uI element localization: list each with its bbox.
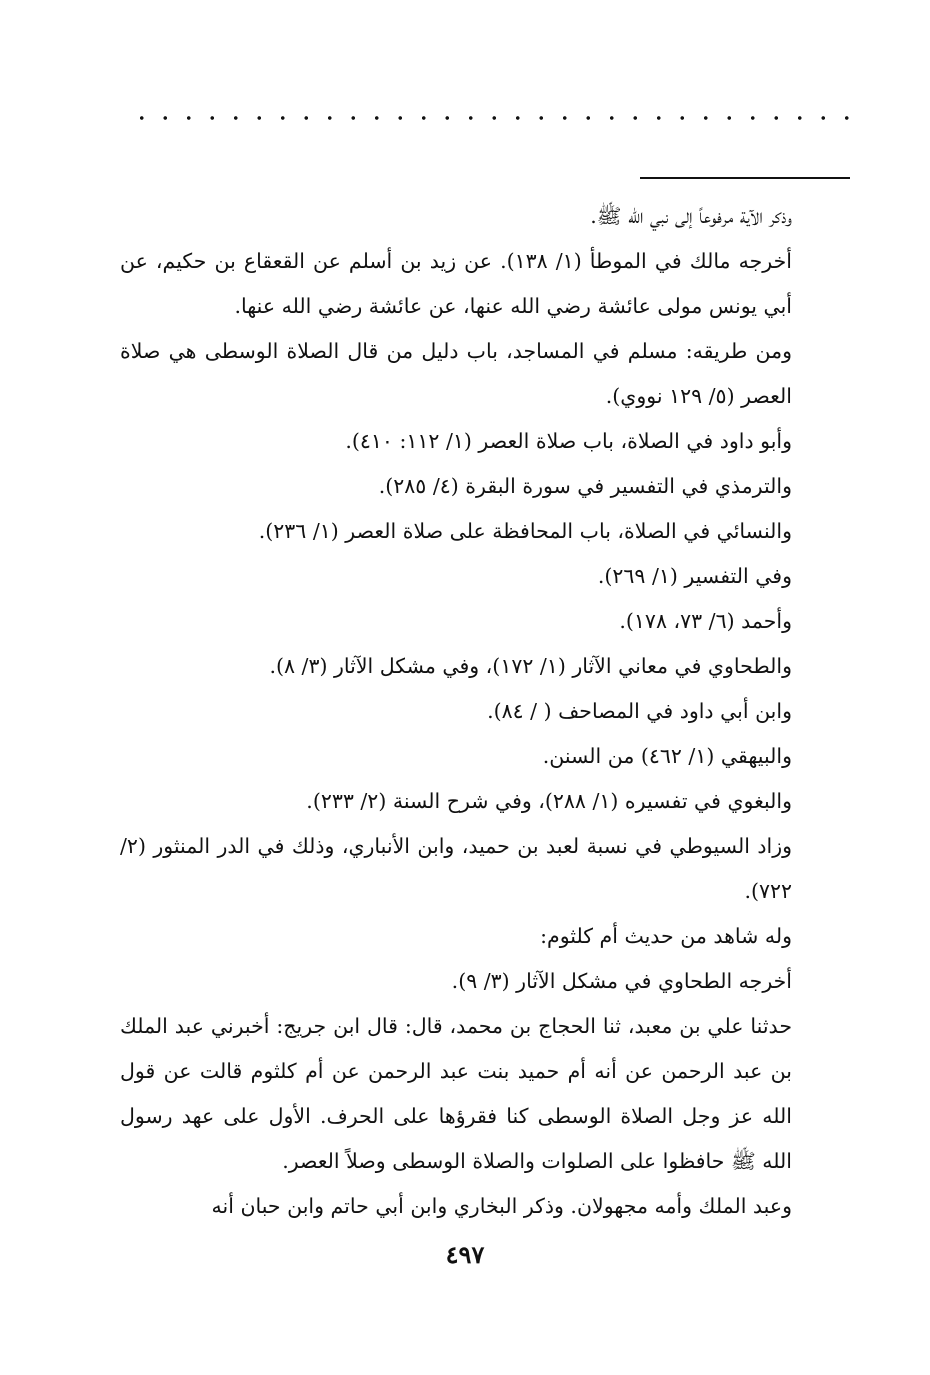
paragraph: والنسائي في الصلاة، باب المحافظة على صلاة العصر (١/ ٢٣٦). <box>258 519 792 543</box>
main-text <box>120 194 850 1229</box>
paragraph: وابن أبي داود في المصاحف ( / ٨٤). <box>487 699 792 723</box>
paragraph: وأحمد (٦/ ٧٣، ١٧٨). <box>619 609 792 633</box>
paragraph: أخرجه مالك في الموطأ (١/ ١٣٨). عن زيد بن أسلم عن القعقاع بن حكيم، عن أبي يونس مولى عائشة رضي الله عنها، عن عائشة رضي الله عنها. <box>120 249 792 318</box>
paragraph: وزاد السيوطي في نسبة لعبد بن حميد، وابن الأنباري، وذلك في الدر المنثور (٢/ ٧٢٢). <box>120 834 792 903</box>
paragraph: وله شاهد من حديث أم كلثوم: <box>540 924 792 948</box>
paragraph: وأبو داود في الصلاة، باب صلاة العصر (١/ ١١٢: ٤١٠). <box>345 429 792 453</box>
paragraph: والطحاوي في معاني الآثار (١/ ١٧٢)، وفي مشكل الآثار (٣/ ٨). <box>269 654 792 678</box>
dotted-separator <box>130 112 850 124</box>
page-number: ٤٩٧ <box>445 1240 485 1269</box>
paragraph: حدثنا علي بن معبد، ثنا الحجاج بن محمد، قال: قال ابن جريج: أخبرني عبد الملك بن عبد الرحمن عن أنه أم حميد بنت عبد الرحمن عن أم كلثوم قالت عن قول الله عز وجل الصلاة الوسطى كنا فقرؤها على الحرف. الأول على عهد رسول الله ﷺ حافظوا على الصلوات والصلاة الوسطى وصلاً العصر. <box>120 1014 792 1173</box>
paragraph: والبيهقي (١/ ٤٦٢) من السنن. <box>542 744 792 768</box>
paragraph: والترمذي في التفسير في سورة البقرة (٤/ ٢٨٥). <box>378 474 792 498</box>
paragraph: وعبد الملك وأمه مجهولان. وذكر البخاري وابن أبي حاتم وابن حبان أنه <box>211 1194 792 1218</box>
paragraph: والبغوي في تفسيره (١/ ٢٨٨)، وفي شرح السنة (٢/ ٢٣٣). <box>306 789 792 813</box>
footnote-rule <box>640 177 850 179</box>
paragraph: وفي التفسير (١/ ٢٦٩). <box>597 564 792 588</box>
paragraph: ومن طريقه: مسلم في المساجد، باب دليل من قال الصلاة الوسطى هي صلاة العصر (٥/ ١٢٩ نووي). <box>120 339 792 408</box>
paragraph: أخرجه الطحاوي في مشكل الآثار (٣/ ٩). <box>451 969 792 993</box>
paragraph: وذكر الآية مرفوعاً إلى نبي الله ﷺ. <box>590 204 792 228</box>
